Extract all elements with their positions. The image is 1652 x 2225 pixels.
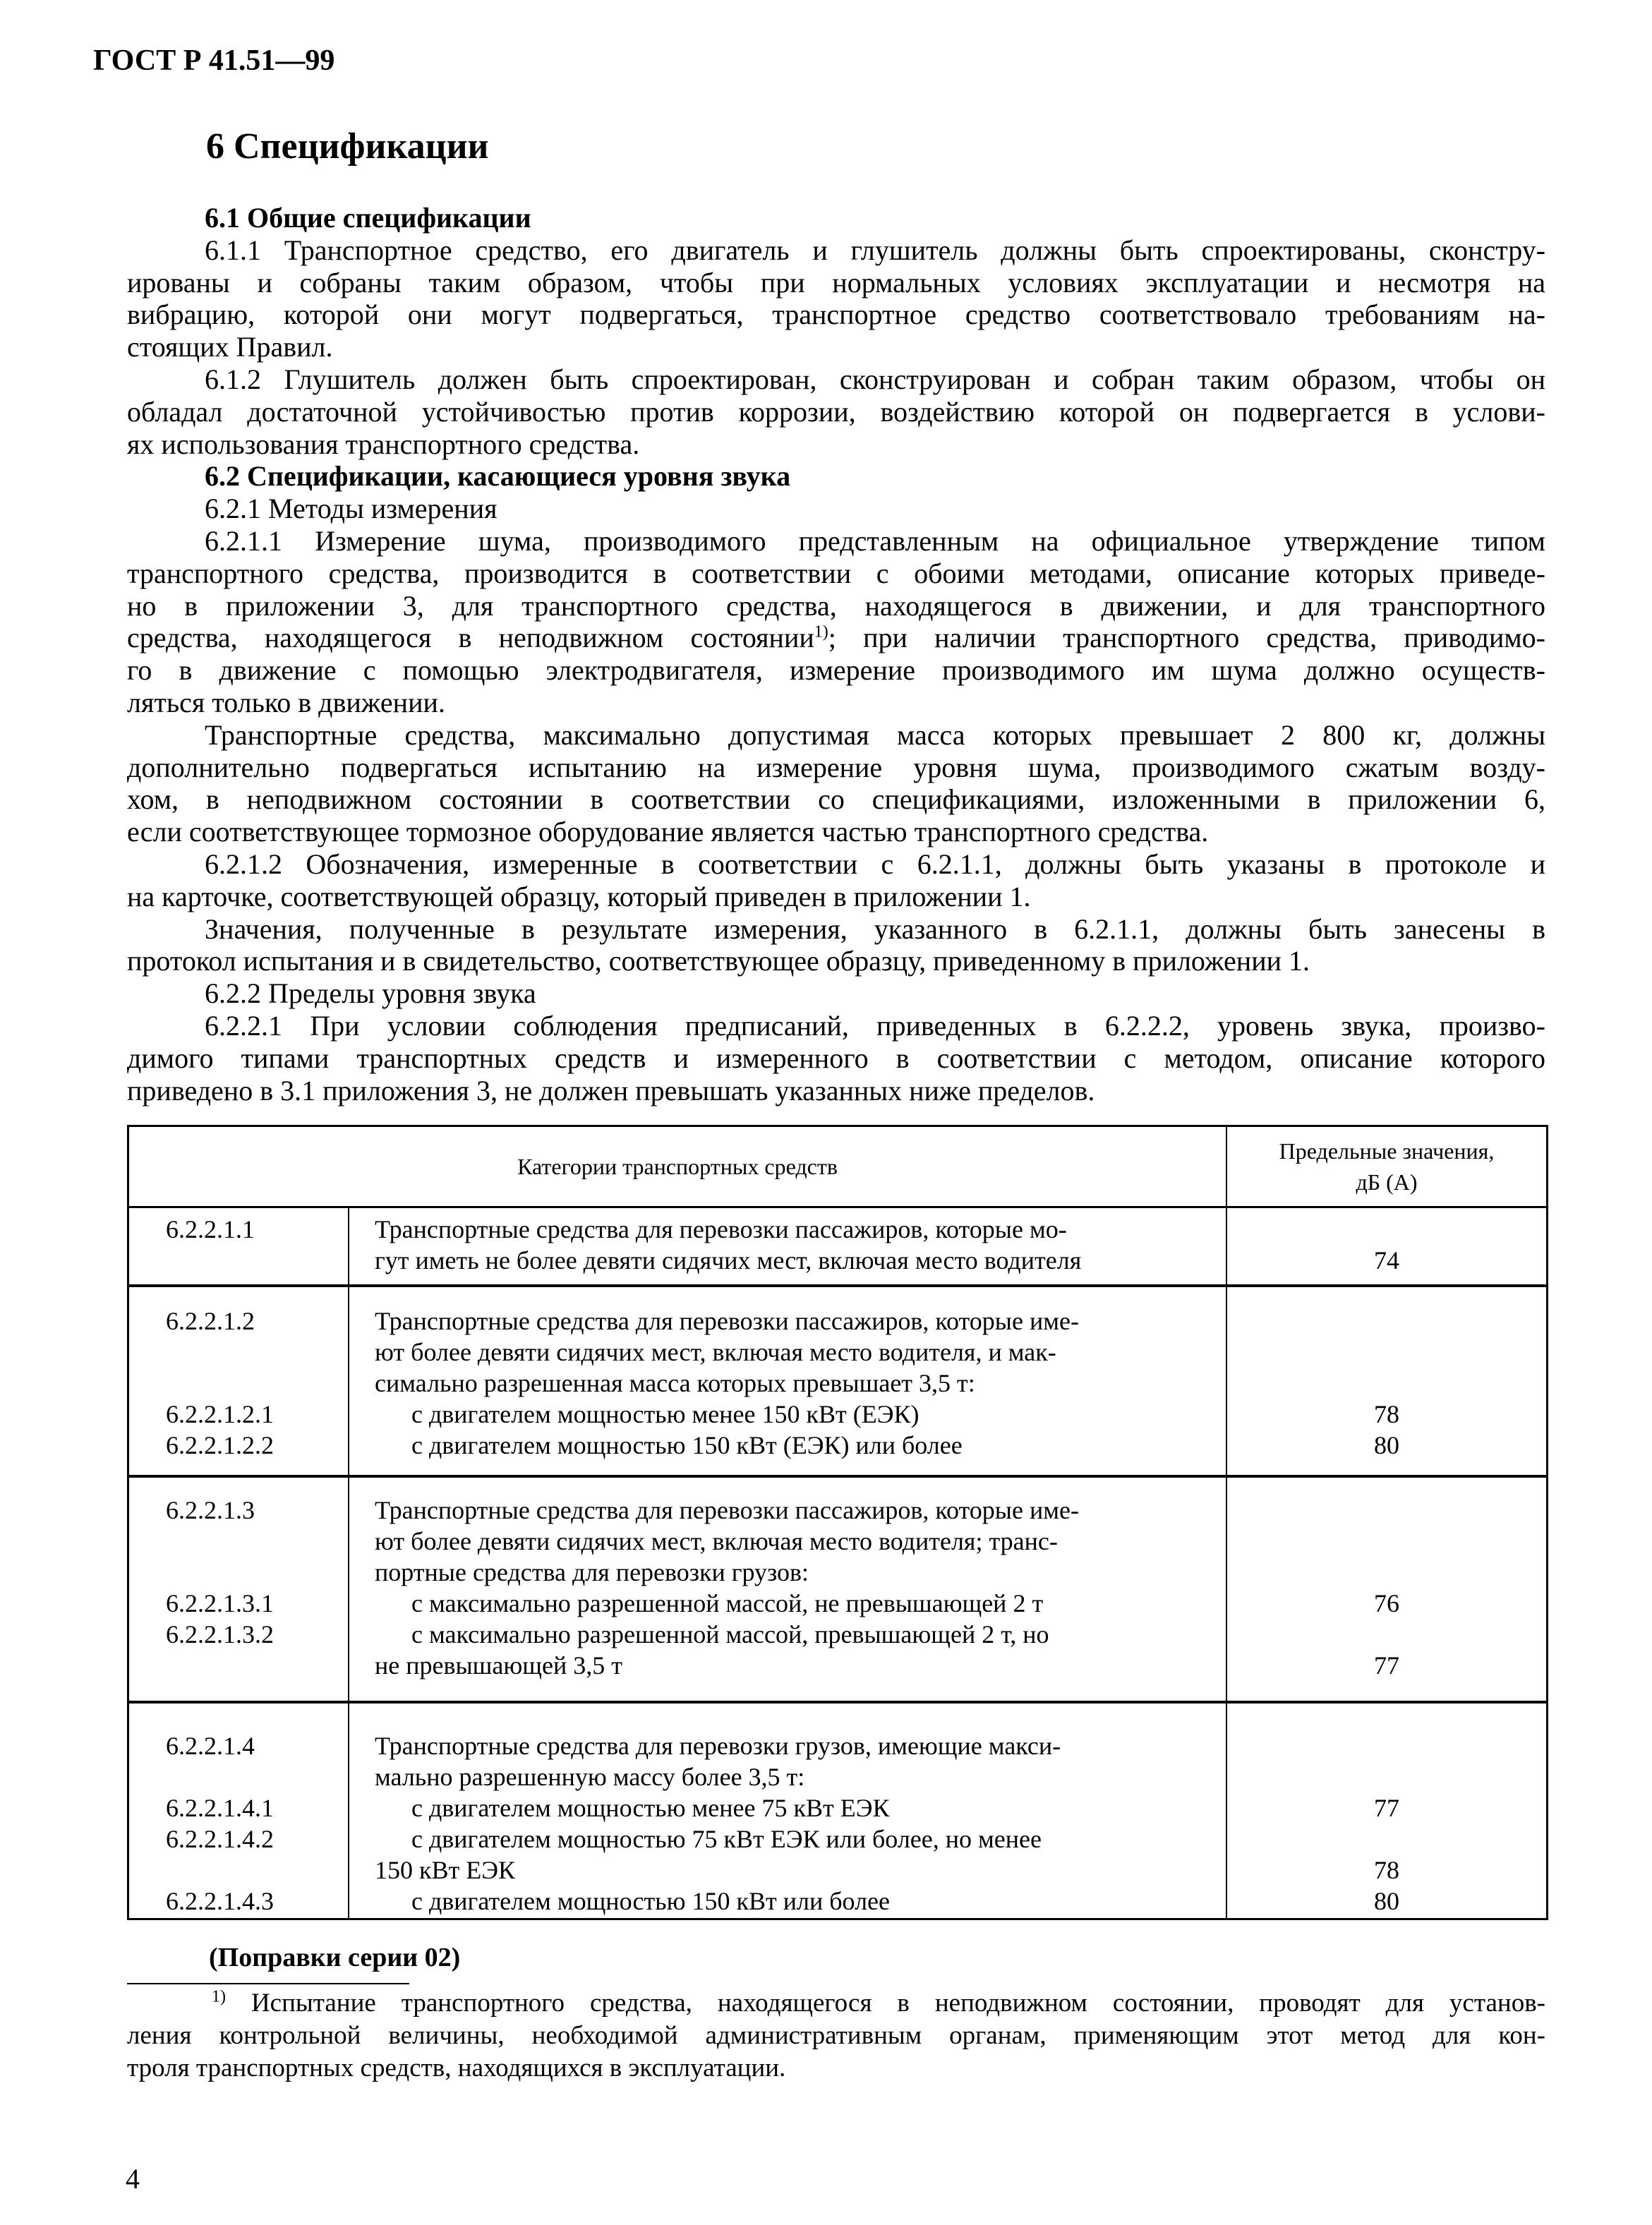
footnote-text: Испытание транспортного средства, находящегося в неподвижном состоянии, проводят для установ- [226, 1989, 1545, 2018]
text-line: 6.2.2 Пределы уровня звука [205, 977, 536, 1010]
text-line: 6.2 Спецификации, касающиеся уровня звука [205, 460, 791, 493]
category-description: 150 кВт ЕЭК [375, 1856, 516, 1884]
footnote-divider [127, 1983, 409, 1984]
table-line [129, 1495, 1546, 1526]
column-divider [348, 1287, 349, 1475]
text-line: стоящих Правил. [127, 331, 333, 363]
limit-value [1227, 1557, 1546, 1588]
category-description: с двигателем мощностью менее 150 кВт (ЕЭК) [411, 1400, 920, 1428]
category-description: симально разрешенная масса которых превышает 3,5 т: [375, 1369, 975, 1397]
page-number: 4 [126, 2163, 140, 2195]
limit-value [1227, 1619, 1546, 1650]
category-description: гут иметь не более девяти сидячих мест, включая место водителя [375, 1246, 1082, 1274]
table-line [129, 1245, 1546, 1276]
table-line [129, 1214, 1546, 1245]
text-line: если соответствующее тормозное оборудование является частью транспортного средства. [127, 816, 1209, 848]
limit-value: 78 [1374, 1400, 1399, 1428]
column-divider [1226, 1478, 1227, 1701]
table-row [129, 1208, 1546, 1284]
text-line: дополнительно подвергаться испытанию на измерение уровня шума, производимого сжатым возду- [127, 751, 1545, 783]
category-code [129, 1557, 348, 1588]
table-line [129, 1855, 1546, 1886]
text-line: 6.2.1 Методы измерения [205, 493, 498, 525]
text-line: 6.2.1.1 Измерение шума, производимого представленным на официальное утверждение типом [205, 524, 1545, 557]
header-limit-line2: дБ (А) [1356, 1169, 1418, 1195]
text-segment: ; при наличии транспортного средства, приводимо- [828, 622, 1545, 654]
text-line: димого типами транспортных средств и измеренного в соответствии с методом, описание которого [127, 1042, 1545, 1074]
text-line: Значения, полученные в результате измерения, указанного в 6.2.1.1, должны быть занесены в [205, 912, 1545, 945]
category-code [129, 1855, 348, 1886]
footnote-line [127, 1987, 1545, 2020]
table-line [129, 1306, 1546, 1337]
category-code: 6.2.2.1.3 [166, 1496, 255, 1524]
paragraph [127, 848, 1545, 913]
limit-value: 78 [1374, 1856, 1399, 1884]
text-line: го в движение с помощью электродвигателя, измерение производимого им шума должно осуществ- [127, 654, 1545, 687]
category-code: 6.2.2.1.4.1 [166, 1794, 274, 1822]
paragraph [127, 1010, 1545, 1107]
footnote-ref: 1) [814, 623, 828, 642]
category-code [129, 1761, 348, 1792]
category-code: 6.2.2.1.3.2 [166, 1620, 274, 1648]
column-divider [348, 1478, 349, 1701]
footnote [127, 1987, 1545, 2085]
category-description: Транспортные средства для перевозки грузов, имеющие макси- [375, 1732, 1061, 1760]
table-line [129, 1761, 1546, 1792]
table-line [129, 1886, 1546, 1917]
table-line [129, 1526, 1546, 1557]
category-description: с максимально разрешенной массой, превышающей 2 т, но [411, 1620, 1049, 1648]
limit-value: 77 [1374, 1651, 1399, 1680]
limit-value: 80 [1374, 1887, 1399, 1915]
text-line: но в приложении 3, для транспортного средства, находящегося в движении, и для транспортного [127, 589, 1545, 622]
category-description: с двигателем мощностью 150 кВт (ЕЭК) или более [411, 1431, 963, 1459]
table-line [129, 1368, 1546, 1399]
table-line [129, 1730, 1546, 1761]
text-line: 6.1.2 Глушитель должен быть спроектирован, сконструирован и собран таким образом, чтобы он [205, 363, 1545, 395]
column-divider [1226, 1208, 1227, 1284]
table-row [129, 1475, 1546, 1701]
table-body [129, 1208, 1546, 1918]
header-limit [1227, 1127, 1546, 1206]
sound-limits-table [127, 1125, 1548, 1920]
limit-value [1227, 1214, 1546, 1245]
table-row [129, 1701, 1546, 1918]
subsection-heading [127, 202, 1545, 234]
category-description: мально разрешенную массу более 3,5 т: [375, 1763, 805, 1791]
amendments-note: (Поправки серии 02) [209, 1943, 461, 1972]
category-code [129, 1245, 348, 1276]
category-code [129, 1337, 348, 1368]
table-line [129, 1430, 1546, 1461]
text-line: ях использования транспортного средства. [127, 428, 640, 460]
category-code [129, 1526, 348, 1557]
limit-value [1227, 1495, 1546, 1526]
text-segment: средства, находящегося в неподвижном состоянии [127, 622, 814, 654]
text-line: Транспортные средства, максимально допустимая масса которых превышает 2 800 кг, должны [205, 718, 1545, 751]
column-divider [1226, 1704, 1227, 1918]
category-description: Транспортные средства для перевозки пассажиров, которые мо- [375, 1215, 1067, 1243]
category-description: ют более девяти сидячих мест, включая место водителя, и мак- [375, 1338, 1056, 1366]
column-divider [348, 1704, 349, 1918]
footnote-line: троля транспортных средств, находящихся в эксплуатации. [127, 2054, 786, 2082]
limit-value: 77 [1374, 1794, 1399, 1822]
category-description: ют более девяти сидячих мест, включая место водителя; транс- [375, 1527, 1058, 1555]
category-code [129, 1368, 348, 1399]
table-line [129, 1792, 1546, 1823]
category-description: портные средства для перевозки грузов: [375, 1558, 809, 1586]
limit-value [1227, 1306, 1546, 1337]
category-code: 6.2.2.1.3.1 [166, 1589, 274, 1617]
footnote-marker: 1) [212, 1987, 226, 2006]
limit-value [1227, 1526, 1546, 1557]
category-description: Транспортные средства для перевозки пассажиров, которые име- [375, 1307, 1079, 1335]
text-line: 6.1.1 Транспортное средство, его двигатель и глушитель должны быть спроектированы, сконстру- [205, 234, 1545, 266]
text-line: ированы и собраны таким образом, чтобы при нормальных условиях эксплуатации и несмотря на [127, 266, 1545, 299]
paragraph [127, 234, 1545, 363]
table-line [129, 1823, 1546, 1855]
table-line [129, 1399, 1546, 1430]
text-line: ляться только в движении. [127, 686, 445, 718]
limit-value [1227, 1761, 1546, 1792]
text-line: хом, в неподвижном состоянии в соответствии со спецификациями, изложенными в приложении 6, [127, 783, 1545, 816]
text-line: 6.2.1.2 Обозначения, измеренные в соответствии с 6.2.1.1, должны быть указаны в протоколе и [205, 848, 1545, 880]
text-line: вибрацию, которой они могут подвергаться, транспортное средство соответствовало требованиям на- [127, 299, 1545, 331]
category-description: с двигателем мощностью 75 кВт ЕЭК или более, но менее [411, 1825, 1042, 1853]
table-line [129, 1588, 1546, 1619]
category-code: 6.2.2.1.2.1 [166, 1400, 274, 1428]
limit-value: 80 [1374, 1431, 1399, 1459]
paragraph [127, 493, 1545, 525]
paragraph [127, 525, 1545, 719]
text-line: на карточке, соответствующей образцу, который приведен в приложении 1. [127, 880, 1031, 912]
column-divider [1226, 1287, 1227, 1475]
limit-value [1227, 1368, 1546, 1399]
category-code: 6.2.2.1.4.2 [166, 1825, 274, 1853]
table-line [129, 1337, 1546, 1368]
limit-value [1227, 1823, 1546, 1855]
category-description: с двигателем мощностью менее 75 кВт ЕЭК [411, 1794, 890, 1822]
category-code: 6.2.2.1.4 [166, 1732, 255, 1760]
table-row [129, 1284, 1546, 1475]
category-description: не превышающей 3,5 т [375, 1651, 622, 1680]
limit-value: 76 [1374, 1589, 1399, 1617]
text-line: приведено в 3.1 приложения 3, не должен превышать указанных ниже пределов. [127, 1074, 1095, 1107]
table-line [129, 1557, 1546, 1588]
category-description: Транспортные средства для перевозки пассажиров, которые име- [375, 1496, 1079, 1524]
header-limit-line1: Предельные значения, [1279, 1138, 1495, 1164]
column-divider [348, 1208, 349, 1284]
text-line [127, 622, 1545, 654]
document-code-header: ГОСТ Р 41.51—99 [93, 44, 335, 77]
text-line: 6.1 Общие спецификации [205, 202, 531, 234]
text-line: обладал достаточной устойчивостью против коррозии, воздействию которой он подвергается в услови- [127, 395, 1545, 428]
text-line: протокол испытания и в свидетельство, соответствующее образцу, приведенному в приложении 1. [127, 945, 1310, 977]
body-text [127, 202, 1545, 1107]
limit-value [1227, 1730, 1546, 1761]
category-description: с максимально разрешенной массой, не превышающей 2 т [411, 1589, 1044, 1617]
footnote-line: ления контрольной величины, необходимой административным органам, применяющим этот метод для кон- [127, 2021, 1545, 2050]
table-line [129, 1650, 1546, 1681]
paragraph [127, 977, 1545, 1010]
limit-value: 74 [1374, 1246, 1399, 1274]
table-header [129, 1127, 1546, 1208]
category-code: 6.2.2.1.2 [166, 1307, 255, 1335]
subsection-heading [127, 460, 1545, 493]
limit-value [1227, 1337, 1546, 1368]
table-line [129, 1619, 1546, 1650]
category-code: 6.2.2.1.1 [166, 1215, 255, 1243]
text-line: транспортного средства, производится в соответствии с обоими методами, описание которых приведе- [127, 557, 1545, 589]
category-code [129, 1650, 348, 1681]
section-title: 6 Спецификации [206, 126, 489, 167]
category-code: 6.2.2.1.4.3 [166, 1887, 274, 1915]
category-code: 6.2.2.1.2.2 [166, 1431, 274, 1459]
paragraph [127, 363, 1545, 460]
paragraph [127, 719, 1545, 848]
paragraph [127, 913, 1545, 978]
text-line: 6.2.2.1 При условии соблюдения предписаний, приведенных в 6.2.2.2, уровень звука, произво- [205, 1009, 1545, 1042]
category-description: с двигателем мощностью 150 кВт или более [411, 1887, 890, 1915]
header-category: Категории транспортных средств [129, 1127, 1227, 1206]
